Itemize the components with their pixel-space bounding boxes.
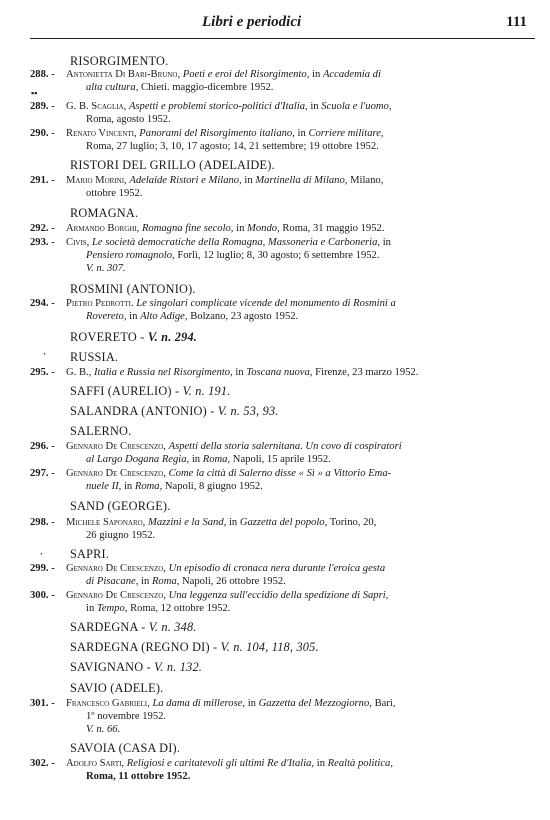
entry-number: 288. - (30, 69, 55, 80)
subject-heading: SALERNO. (70, 424, 132, 438)
subject-heading: SAVOIA (CASA DI). (70, 741, 181, 755)
subject-heading: ROMAGNA. (70, 206, 139, 220)
header-rule (30, 38, 535, 39)
subject-heading: SAPRI. (70, 547, 110, 561)
entry-author: Antonietta Di Bari-Bruno, (66, 69, 181, 80)
page-header (30, 14, 535, 36)
margin-mark: · (43, 349, 47, 359)
page-number: 111 (506, 14, 527, 30)
running-title: Libri e periodici (202, 14, 302, 30)
subject-heading: RISTORI DEL GRILLO (ADELAIDE). (70, 158, 275, 172)
entry-title: Poeti e eroi del Risorgimento, (182, 69, 310, 80)
subject-heading: RUSSIA. (70, 350, 119, 364)
margin-mark: · (40, 549, 44, 559)
cross-reference-heading: SALANDRA (ANTONIO) - V. n. 53, 93. (70, 404, 279, 418)
subject-heading: RISORGIMENTO. (70, 54, 169, 68)
cross-reference-heading: SARDEGNA (REGNO DI) - V. n. 104, 118, 305. (70, 640, 319, 654)
cross-reference-heading: ROVERETO - V. n. 294. (70, 330, 198, 344)
subject-heading: ROSMINI (ANTONIO). (70, 282, 196, 296)
cross-reference-heading: SAFFI (AURELIO) - V. n. 191. (70, 384, 231, 398)
cross-reference-heading: SARDEGNA - V. n. 348. (70, 620, 197, 634)
entry-number: 289. - (30, 101, 55, 112)
subject-heading: SAND (GEORGE). (70, 499, 171, 513)
margin-mark: ▪▪ (31, 88, 38, 98)
entry-journal: Accademia di (322, 69, 381, 80)
subject-heading: SAVIO (ADELE). (70, 681, 164, 695)
cross-reference-heading: SAVIGNANO - V. n. 132. (70, 660, 203, 674)
